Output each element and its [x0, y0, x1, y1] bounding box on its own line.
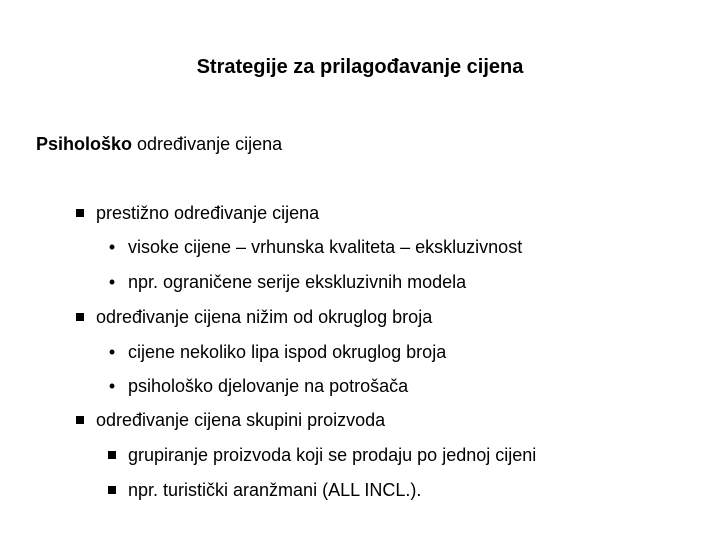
- list-item-text: prestižno određivanje cijena: [96, 203, 320, 223]
- subtitle-text: određivanje cijena: [132, 134, 283, 154]
- dot-bullet-icon: •: [108, 272, 116, 292]
- dot-bullet-icon: •: [108, 342, 116, 362]
- list-item-text: npr. ograničene serije ekskluzivnih modela: [128, 272, 467, 292]
- list-item-text: visoke cijene – vrhunska kvaliteta – ekskluzivnost: [128, 237, 523, 257]
- list-item-text: određivanje cijena nižim od okruglog broja: [96, 307, 433, 327]
- list-item-text: psihološko djelovanje na potrošača: [128, 376, 409, 396]
- list-item-text: određivanje cijena skupini proizvoda: [96, 410, 386, 430]
- list-item-text: grupiranje proizvoda koji se prodaju po jednoj cijeni: [128, 445, 537, 465]
- slide-subtitle: [36, 130, 282, 158]
- dot-bullet-icon: •: [108, 376, 116, 396]
- slide-title: Strategije za prilagođavanje cijena: [196, 56, 524, 78]
- list-item-text: cijene nekoliko lipa ispod okruglog broja: [128, 342, 447, 362]
- list-item-text: npr. turistički aranžmani (ALL INCL.).: [128, 480, 422, 500]
- dot-bullet-icon: •: [108, 237, 116, 257]
- subtitle-bold-text: Psihološko: [36, 134, 133, 154]
